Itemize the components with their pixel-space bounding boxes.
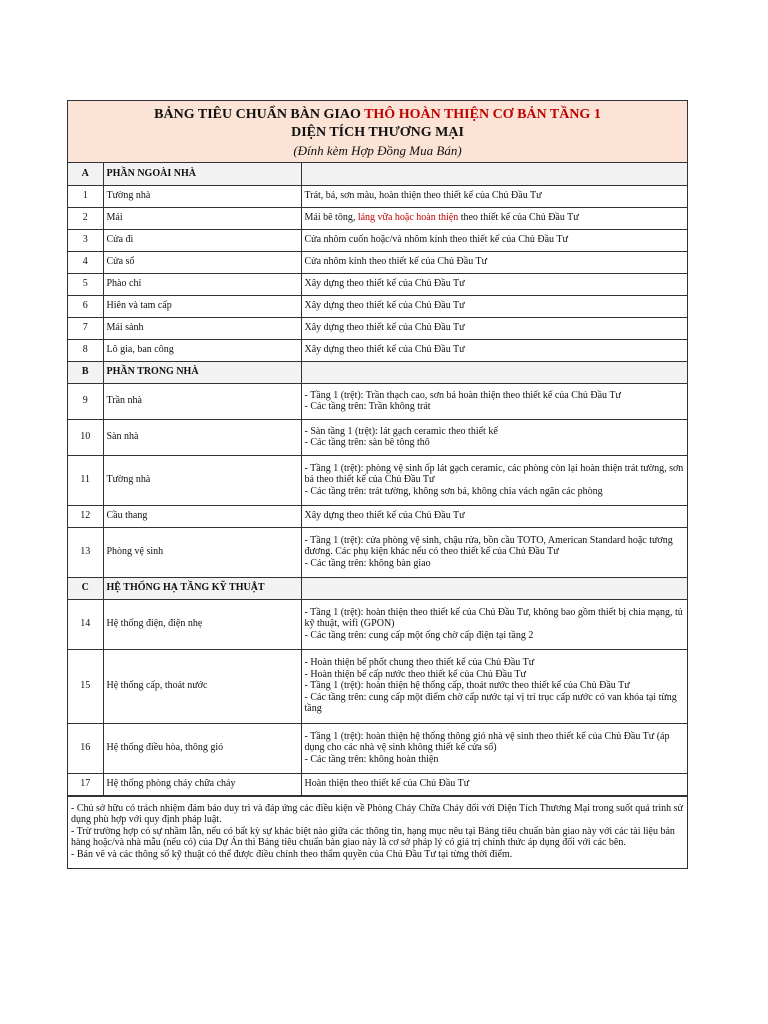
description-line: Xây dựng theo thiết kế của Chủ Đầu Tư xyxy=(304,278,465,290)
description-line: - Các tầng trên: cung cấp một điểm chờ cấp nước tại vị trí trục cấp nước có van khóa tại từng tầng xyxy=(304,691,677,715)
row-item-name: Hệ thống điều hòa, thông gió xyxy=(103,723,301,773)
row-item-name: Cửa đi xyxy=(103,229,301,251)
description-line: Cửa nhôm kính theo thiết kế của Chủ Đầu Tư xyxy=(304,256,488,268)
description-line: Xây dựng theo thiết kế của Chủ Đầu Tư xyxy=(304,322,465,334)
row-item-name: Hệ thống cấp, thoát nước xyxy=(103,649,301,723)
row-number: 11 xyxy=(68,455,103,505)
row-number: 3 xyxy=(68,229,103,251)
note-1: - Chủ sở hữu có trách nhiệm đảm bảo duy trì và đáp ứng các điều kiện về Phòng Cháy Chữa Cháy đối với Diện Tích Thương Mại trong suốt quá trình sử dụng phù hợp với quy định pháp luật. xyxy=(71,802,683,825)
sheet-note: (Đính kèm Hợp Đồng Mua Bán) xyxy=(293,143,462,158)
table-row xyxy=(68,339,687,361)
description-line: - Các tầng trên: trát tường, không sơn bả, không chia vách ngăn các phòng xyxy=(304,485,603,497)
row-description xyxy=(301,455,687,505)
description-line: - Các tầng trên: không bàn giao xyxy=(304,557,431,569)
row-description xyxy=(301,207,687,229)
row-description xyxy=(301,773,687,795)
table-row xyxy=(68,383,687,419)
section-row xyxy=(68,163,687,185)
section-id: A xyxy=(68,163,103,185)
table-row xyxy=(68,317,687,339)
row-number: 10 xyxy=(68,419,103,455)
table-row xyxy=(68,455,687,505)
note-2: - Trừ trường hợp có sự nhầm lẫn, nếu có bất kỳ sự khác biệt nào giữa các thông tin, hạng mục nêu tại Bảng tiêu chuẩn bàn giao này với các tài liệu bán hàng hoặc/và nhà mẫu (nếu có) của Dự Án thì Bảng tiêu chuẩn bàn giao này là cơ sở pháp lý có giá trị chính thức áp dụng đối với các bên. xyxy=(71,825,675,848)
description-line: - Các tầng trên: không hoàn thiện xyxy=(304,753,439,765)
row-number: 17 xyxy=(68,773,103,795)
description-line: - Các tầng trên: sàn bê tông thô xyxy=(304,437,430,448)
row-description xyxy=(301,383,687,419)
row-item-name: Trần nhà xyxy=(103,383,301,419)
description-line: - Tầng 1 (trệt): Trần thạch cao, sơn bả hoàn thiện theo thiết kế của Chủ Đầu Tư xyxy=(304,389,621,401)
row-description xyxy=(301,527,687,577)
section-blank xyxy=(301,361,687,383)
section-title: HỆ THỐNG HẠ TẦNG KỸ THUẬT xyxy=(103,577,301,599)
row-number: 6 xyxy=(68,295,103,317)
table-row xyxy=(68,773,687,795)
description-tail: theo thiết kế của Chủ Đầu Tư xyxy=(458,212,579,224)
row-number: 12 xyxy=(68,505,103,527)
table-row xyxy=(68,229,687,251)
row-description xyxy=(301,599,687,649)
description-line: Trát, bả, sơn màu, hoàn thiện theo thiết kế của Chủ Đầu Tư xyxy=(304,190,542,202)
row-number: 4 xyxy=(68,251,103,273)
row-number: 7 xyxy=(68,317,103,339)
section-row xyxy=(68,577,687,599)
sheet-subtitle: DIỆN TÍCH THƯƠNG MẠI xyxy=(291,125,464,140)
description-line: - Tầng 1 (trệt): hoàn thiện hệ thống cấp, thoát nước theo thiết kế của Chủ Đầu Tư xyxy=(304,680,630,692)
table-row xyxy=(68,273,687,295)
note-3: - Bản vẽ và các thông số kỹ thuật có thể được điều chỉnh theo thẩm quyền của Chủ Đầu Tư tại từng thời điểm. xyxy=(71,848,513,860)
row-number: 15 xyxy=(68,649,103,723)
row-description xyxy=(301,505,687,527)
description-line: - Tầng 1 (trệt): hoàn thiện theo thiết kế của Chủ Đầu Tư, không bao gồm thiết bị chia mạng, tủ kỹ thuật, wifi (GPON) xyxy=(304,606,683,630)
row-item-name: Cửa sổ xyxy=(103,251,301,273)
row-item-name: Sàn nhà xyxy=(103,419,301,455)
description-line: - Hoàn thiện bể cấp nước theo thiết kế của Chủ Đầu Tư xyxy=(304,668,526,680)
row-description xyxy=(301,185,687,207)
section-title: PHẦN NGOÀI NHÀ xyxy=(103,163,301,185)
handover-standard-sheet xyxy=(67,100,688,869)
row-item-name: Hệ thống điện, điện nhẹ xyxy=(103,599,301,649)
description-line: Hoàn thiện theo thiết kế của Chủ Đầu Tư xyxy=(304,778,470,790)
row-number: 14 xyxy=(68,599,103,649)
row-item-name: Tường nhà xyxy=(103,185,301,207)
row-description xyxy=(301,723,687,773)
description-line: Xây dựng theo thiết kế của Chủ Đầu Tư xyxy=(304,300,465,312)
table-row xyxy=(68,527,687,577)
row-description xyxy=(301,251,687,273)
description-line: - Tầng 1 (trệt): phòng vệ sinh ốp lát gạch ceramic, các phòng còn lại hoàn thiện trát tường, sơn bả theo thiết kế của Chủ Đầu Tư xyxy=(304,462,684,486)
description-line: - Sàn tầng 1 (trệt): lát gạch ceramic theo thiết kế xyxy=(304,425,498,437)
row-description xyxy=(301,273,687,295)
title-black-part: BẢNG TIÊU CHUẨN BÀN GIAO xyxy=(154,107,365,122)
table-row xyxy=(68,251,687,273)
row-description xyxy=(301,317,687,339)
table-row xyxy=(68,185,687,207)
row-item-name: Mái sảnh xyxy=(103,317,301,339)
row-number: 13 xyxy=(68,527,103,577)
row-description xyxy=(301,229,687,251)
description-line: - Tầng 1 (trệt): hoàn thiện hệ thống thông gió nhà vệ sinh theo thiết kế của Chủ Đầu Tư (áp dụng cho các nhà vệ sinh không thiết kế cửa sổ) xyxy=(304,730,670,754)
description-line: Xây dựng theo thiết kế của Chủ Đầu Tư xyxy=(304,510,465,522)
notes-block xyxy=(68,796,687,869)
row-item-name: Phào chỉ xyxy=(103,273,301,295)
section-id: B xyxy=(68,361,103,383)
description-line: Mái bê tông, xyxy=(304,212,358,224)
section-title: PHẦN TRONG NHÀ xyxy=(103,361,301,383)
row-item-name: Lô gia, ban công xyxy=(103,339,301,361)
row-item-name: Tường nhà xyxy=(103,455,301,505)
section-id: C xyxy=(68,577,103,599)
row-number: 2 xyxy=(68,207,103,229)
table-row xyxy=(68,295,687,317)
section-blank xyxy=(301,577,687,599)
row-number: 9 xyxy=(68,383,103,419)
row-item-name: Hiên và tam cấp xyxy=(103,295,301,317)
row-number: 8 xyxy=(68,339,103,361)
row-item-name: Cầu thang xyxy=(103,505,301,527)
row-description xyxy=(301,649,687,723)
row-item-name: Phòng vệ sinh xyxy=(103,527,301,577)
table-row xyxy=(68,419,687,455)
row-description xyxy=(301,339,687,361)
sheet-header xyxy=(68,101,687,163)
table-row xyxy=(68,599,687,649)
description-line: Cửa nhôm cuốn hoặc/và nhôm kính theo thiết kế của Chủ Đầu Tư xyxy=(304,234,568,246)
description-line: - Các tầng trên: Trần không trát xyxy=(304,401,431,412)
row-number: 5 xyxy=(68,273,103,295)
sheet-title xyxy=(68,106,687,124)
description-line: Xây dựng theo thiết kế của Chủ Đầu Tư xyxy=(304,344,465,356)
title-red-part: THÔ HOÀN THIỆN CƠ BẢN TẦNG 1 xyxy=(364,107,601,122)
description-line: - Hoàn thiện bể phốt chung theo thiết kế của Chủ Đầu Tư xyxy=(304,657,535,669)
table-row xyxy=(68,505,687,527)
section-row xyxy=(68,361,687,383)
table-row xyxy=(68,207,687,229)
description-red-text: láng vữa hoặc hoàn thiện xyxy=(357,212,459,224)
description-line: - Tầng 1 (trệt): cửa phòng vệ sinh, chậu rửa, bồn cầu TOTO, American Standard hoặc tương đương. Các phụ kiện khác nếu có theo thiết kế của Chủ Đầu Tư xyxy=(304,534,673,558)
row-number: 16 xyxy=(68,723,103,773)
standards-table xyxy=(68,163,687,796)
table-row xyxy=(68,723,687,773)
table-row xyxy=(68,649,687,723)
row-number: 1 xyxy=(68,185,103,207)
section-blank xyxy=(301,163,687,185)
row-item-name: Hệ thống phòng cháy chữa cháy xyxy=(103,773,301,795)
row-description xyxy=(301,419,687,455)
row-description xyxy=(301,295,687,317)
description-line: - Các tầng trên: cung cấp một ống chờ cấp điện tại tầng 2 xyxy=(304,629,534,641)
row-item-name: Mái xyxy=(103,207,301,229)
